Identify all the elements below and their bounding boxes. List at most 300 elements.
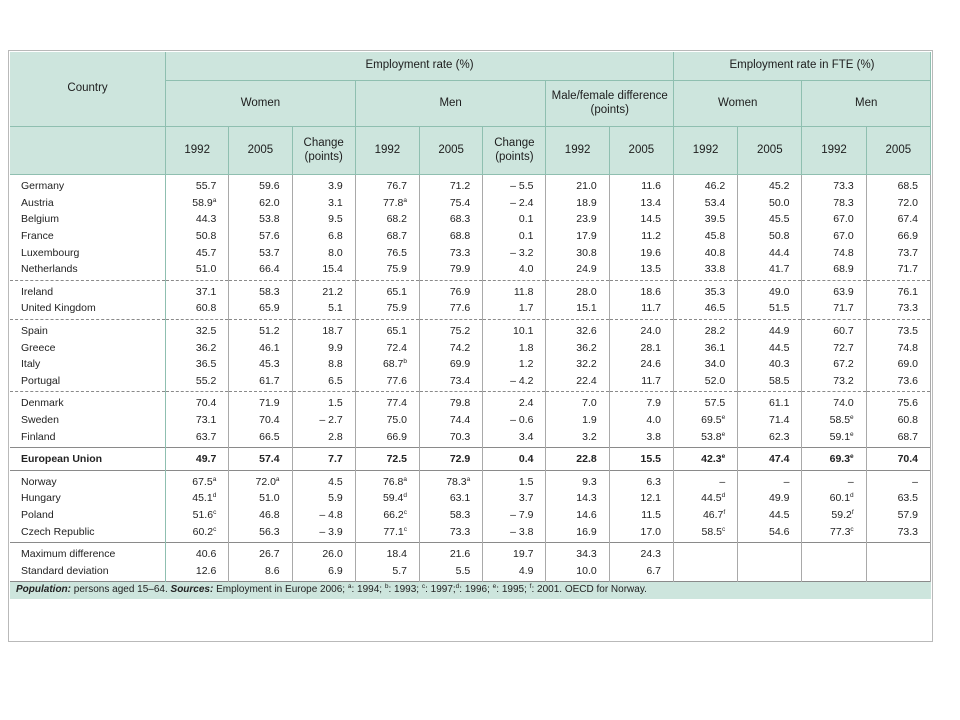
value-cell: – 3.9 — [292, 523, 355, 542]
table-row — [10, 280, 931, 300]
footnote-marker: a — [403, 196, 408, 204]
table-row — [10, 175, 931, 195]
value-cell: 40.8 — [673, 244, 737, 261]
value-cell: 71.2 — [420, 175, 483, 195]
header-men: Men — [355, 81, 546, 127]
row-group — [10, 392, 931, 448]
value-cell: 0.4 — [483, 447, 546, 470]
value-cell: 49.9 — [738, 490, 802, 507]
value-cell: 2.8 — [292, 428, 355, 447]
value-cell: 3.8 — [609, 428, 673, 447]
value-cell: 14.3 — [546, 490, 609, 507]
value-cell: 63.5 — [866, 490, 930, 507]
value-cell: 77.4 — [355, 392, 419, 412]
header-blank — [10, 127, 166, 175]
value-cell: 62.0 — [229, 195, 292, 212]
value-cell: 28.0 — [546, 280, 609, 300]
value-cell: 70.3 — [420, 428, 483, 447]
value-cell: 33.8 — [673, 261, 737, 280]
value-cell: 68.7$^b$ — [355, 356, 419, 373]
value-cell: 5.9 — [292, 490, 355, 507]
value-cell: 63.1 — [420, 490, 483, 507]
value-cell: – 7.9 — [483, 507, 546, 524]
value-cell: 4.5 — [292, 470, 355, 490]
value-cell: 68.2 — [355, 211, 419, 228]
value-cell: 44.5 — [738, 339, 802, 356]
value-cell: 9.5 — [292, 211, 355, 228]
value-cell: 3.9 — [292, 175, 355, 195]
row-group — [10, 542, 931, 581]
footnote-marker: c — [213, 508, 217, 516]
value-cell: 4.0 — [483, 261, 546, 280]
header-employment-fte: Employment rate in FTE (%) — [673, 52, 930, 81]
value-cell: 73.6 — [866, 373, 930, 392]
value-cell — [738, 562, 802, 581]
table-row — [10, 490, 931, 507]
value-cell: 51.5 — [738, 300, 802, 319]
value-cell: 60.8 — [866, 412, 930, 429]
value-cell: 68.3 — [420, 211, 483, 228]
value-cell: 21.6 — [420, 542, 483, 562]
value-cell: 75.9 — [355, 261, 419, 280]
value-cell: 72.9 — [420, 447, 483, 470]
value-cell: – — [866, 470, 930, 490]
value-cell: 6.9 — [292, 562, 355, 581]
value-cell: 18.4 — [355, 542, 419, 562]
value-cell: 61.7 — [229, 373, 292, 392]
value-cell: 70.4 — [229, 412, 292, 429]
header-year-1992: 1992 — [802, 127, 866, 175]
header-year-2005: 2005 — [738, 127, 802, 175]
value-cell: 77.6 — [355, 373, 419, 392]
value-cell: 3.7 — [483, 490, 546, 507]
value-cell: 18.6 — [609, 280, 673, 300]
header-year-2005: 2005 — [866, 127, 930, 175]
table-row — [10, 392, 931, 412]
value-cell: 66.9 — [866, 228, 930, 245]
table-row — [10, 428, 931, 447]
value-cell: 54.6 — [738, 523, 802, 542]
value-cell: 57.5 — [673, 392, 737, 412]
country-cell: Greece — [10, 339, 166, 356]
value-cell: 72.0$^a$ — [229, 470, 292, 490]
value-cell: 76.7 — [355, 175, 419, 195]
value-cell: 77.6 — [420, 300, 483, 319]
value-cell: 67.0 — [802, 228, 866, 245]
value-cell: 32.5 — [166, 319, 229, 339]
value-cell: 1.2 — [483, 356, 546, 373]
footnote-marker: e — [850, 414, 854, 422]
value-cell: 42.3e — [673, 447, 737, 470]
value-cell: 73.5 — [866, 319, 930, 339]
country-cell: Czech Republic — [10, 523, 166, 542]
value-cell: 50.0 — [738, 195, 802, 212]
value-cell: 13.4 — [609, 195, 673, 212]
value-cell: 58.5e — [802, 412, 866, 429]
header-change: Change (points) — [483, 127, 546, 175]
header-fte-women: Women — [673, 81, 801, 127]
footnote-marker: d — [403, 492, 408, 500]
row-group — [10, 470, 931, 542]
value-cell: 61.1 — [738, 392, 802, 412]
value-cell: – 4.2 — [483, 373, 546, 392]
value-cell: 21.0 — [546, 175, 609, 195]
value-cell: 73.3 — [866, 300, 930, 319]
value-cell: 51.0 — [229, 490, 292, 507]
footnote-marker: a — [466, 475, 471, 483]
country-cell: France — [10, 228, 166, 245]
table-row — [10, 244, 931, 261]
value-cell: 58.9$^a$ — [166, 195, 229, 212]
value-cell: 41.7 — [738, 261, 802, 280]
value-cell: 75.9 — [355, 300, 419, 319]
value-cell: 58.3 — [229, 280, 292, 300]
value-cell: 5.1 — [292, 300, 355, 319]
value-cell: 14.5 — [609, 211, 673, 228]
stats-row — [10, 542, 931, 562]
value-cell: 3.2 — [546, 428, 609, 447]
eu-row — [10, 447, 931, 470]
value-cell: 53.4 — [673, 195, 737, 212]
country-cell: Ireland — [10, 280, 166, 300]
value-cell: 76.8$^a$ — [355, 470, 419, 490]
value-cell: 26.0 — [292, 542, 355, 562]
value-cell: 45.7 — [166, 244, 229, 261]
header-year-1992: 1992 — [166, 127, 229, 175]
value-cell: 11.2 — [609, 228, 673, 245]
value-cell: 60.1$^d$ — [802, 490, 866, 507]
value-cell: 67.2 — [802, 356, 866, 373]
value-cell: 73.7 — [866, 244, 930, 261]
value-cell: 53.7 — [229, 244, 292, 261]
table-row — [10, 195, 931, 212]
value-cell: 46.1 — [229, 339, 292, 356]
value-cell: 8.0 — [292, 244, 355, 261]
footnote-marker: c — [721, 525, 726, 533]
value-cell: 36.2 — [546, 339, 609, 356]
value-cell: 30.8 — [546, 244, 609, 261]
value-cell: 24.6 — [609, 356, 673, 373]
table-row — [10, 319, 931, 339]
value-cell: 7.9 — [609, 392, 673, 412]
value-cell: 71.7 — [802, 300, 866, 319]
value-cell: 46.5 — [673, 300, 737, 319]
value-cell: 75.2 — [420, 319, 483, 339]
value-cell: 70.4 — [866, 447, 930, 470]
footnote-marker: e — [721, 430, 726, 438]
header-male-female-diff: Male/female difference (points) — [546, 81, 673, 127]
value-cell: 1.5 — [483, 470, 546, 490]
value-cell: 56.3 — [229, 523, 292, 542]
value-cell: – — [738, 470, 802, 490]
country-cell: Germany — [10, 175, 166, 195]
value-cell: 10.1 — [483, 319, 546, 339]
value-cell: 5.7 — [355, 562, 419, 581]
value-cell: 44.3 — [166, 211, 229, 228]
value-cell: 69.3e — [802, 447, 866, 470]
value-cell: 67.4 — [866, 211, 930, 228]
value-cell: 49.0 — [738, 280, 802, 300]
country-cell: Portugal — [10, 373, 166, 392]
country-cell: Netherlands — [10, 261, 166, 280]
footnote-marker: f — [723, 508, 726, 516]
value-cell: 73.2 — [802, 373, 866, 392]
country-cell: Luxembourg — [10, 244, 166, 261]
value-cell: 45.1$^d$ — [166, 490, 229, 507]
value-cell: 36.2 — [166, 339, 229, 356]
table-row — [10, 300, 931, 319]
country-cell: Sweden — [10, 412, 166, 429]
value-cell: 45.3 — [229, 356, 292, 373]
value-cell: 4.9 — [483, 562, 546, 581]
footnote-marker: b — [403, 358, 408, 366]
table-row — [10, 412, 931, 429]
value-cell: 32.2 — [546, 356, 609, 373]
value-cell: 72.7 — [802, 339, 866, 356]
footnote-marker: f — [851, 508, 854, 516]
value-cell: 32.6 — [546, 319, 609, 339]
value-cell: 71.7 — [866, 261, 930, 280]
value-cell: 59.2$^f$ — [802, 507, 866, 524]
value-cell: 73.3 — [866, 523, 930, 542]
value-cell: 77.3$^c$ — [802, 523, 866, 542]
value-cell: 69.0 — [866, 356, 930, 373]
value-cell: 44.5$^d$ — [673, 490, 737, 507]
country-cell: Maximum difference — [10, 542, 166, 562]
value-cell: 45.2 — [738, 175, 802, 195]
footnote-marker: e — [850, 430, 854, 438]
value-cell: 0.1 — [483, 211, 546, 228]
value-cell: 51.2 — [229, 319, 292, 339]
value-cell: 19.6 — [609, 244, 673, 261]
footnote-marker: a — [275, 475, 280, 483]
row-group — [10, 280, 931, 319]
employment-table — [10, 52, 931, 599]
value-cell: 8.6 — [229, 562, 292, 581]
value-cell: 51.0 — [166, 261, 229, 280]
value-cell: 62.3 — [738, 428, 802, 447]
header-fte-men: Men — [802, 81, 931, 127]
value-cell — [802, 562, 866, 581]
footnote-marker: a — [212, 475, 217, 483]
row-group — [10, 319, 931, 391]
country-cell: Hungary — [10, 490, 166, 507]
value-cell: 50.8 — [166, 228, 229, 245]
value-cell: – — [673, 470, 737, 490]
row-group — [10, 175, 931, 281]
stats-row — [10, 562, 931, 581]
value-cell: 78.3 — [802, 195, 866, 212]
value-cell: 76.1 — [866, 280, 930, 300]
value-cell: 51.6$^c$ — [166, 507, 229, 524]
country-cell: Poland — [10, 507, 166, 524]
table-row — [10, 211, 931, 228]
value-cell: 63.9 — [802, 280, 866, 300]
value-cell: 69.9 — [420, 356, 483, 373]
value-cell: 15.4 — [292, 261, 355, 280]
value-cell: 24.9 — [546, 261, 609, 280]
value-cell: 0.1 — [483, 228, 546, 245]
value-cell: 23.9 — [546, 211, 609, 228]
value-cell: 11.7 — [609, 373, 673, 392]
table-row — [10, 373, 931, 392]
value-cell: 3.1 — [292, 195, 355, 212]
header-employment-rate: Employment rate (%) — [166, 52, 674, 81]
value-cell: 46.2 — [673, 175, 737, 195]
value-cell: 6.5 — [292, 373, 355, 392]
value-cell — [802, 542, 866, 562]
footnote-marker: d — [721, 492, 726, 500]
value-cell: 2.4 — [483, 392, 546, 412]
value-cell: 6.3 — [609, 470, 673, 490]
value-cell: 57.6 — [229, 228, 292, 245]
value-cell: 11.6 — [609, 175, 673, 195]
value-cell: 40.6 — [166, 542, 229, 562]
value-cell: 53.8 — [229, 211, 292, 228]
value-cell: 77.8$^a$ — [355, 195, 419, 212]
value-cell: 45.8 — [673, 228, 737, 245]
value-cell — [673, 542, 737, 562]
value-cell: 28.2 — [673, 319, 737, 339]
value-cell: 78.3$^a$ — [420, 470, 483, 490]
value-cell: 19.7 — [483, 542, 546, 562]
value-cell: 72.4 — [355, 339, 419, 356]
value-cell: 66.5 — [229, 428, 292, 447]
header-year-1992: 1992 — [546, 127, 609, 175]
value-cell: 79.9 — [420, 261, 483, 280]
table-row — [10, 228, 931, 245]
value-cell: 34.0 — [673, 356, 737, 373]
table-row — [10, 339, 931, 356]
value-cell: 1.5 — [292, 392, 355, 412]
country-cell: Italy — [10, 356, 166, 373]
value-cell: 17.0 — [609, 523, 673, 542]
value-cell: 68.9 — [802, 261, 866, 280]
value-cell: 9.9 — [292, 339, 355, 356]
value-cell: 73.3 — [420, 244, 483, 261]
value-cell: 24.3 — [609, 542, 673, 562]
footnote-marker: c — [403, 508, 408, 516]
country-cell: Norway — [10, 470, 166, 490]
value-cell: 55.2 — [166, 373, 229, 392]
value-cell: 6.7 — [609, 562, 673, 581]
value-cell: 49.7 — [166, 447, 229, 470]
value-cell: 74.8 — [866, 339, 930, 356]
country-cell: Standard deviation — [10, 562, 166, 581]
value-cell: 67.0 — [802, 211, 866, 228]
value-cell: 21.2 — [292, 280, 355, 300]
footnote-marker: a — [212, 196, 217, 204]
value-cell: 65.1 — [355, 319, 419, 339]
value-cell: 76.5 — [355, 244, 419, 261]
value-cell — [673, 562, 737, 581]
value-cell: 4.0 — [609, 412, 673, 429]
value-cell: 7.0 — [546, 392, 609, 412]
value-cell: 66.9 — [355, 428, 419, 447]
value-cell: 63.7 — [166, 428, 229, 447]
value-cell: 12.1 — [609, 490, 673, 507]
value-cell: – — [802, 470, 866, 490]
value-cell: 74.4 — [420, 412, 483, 429]
value-cell: 1.8 — [483, 339, 546, 356]
value-cell: – 3.8 — [483, 523, 546, 542]
value-cell: – 0.6 — [483, 412, 546, 429]
value-cell: 11.8 — [483, 280, 546, 300]
value-cell: 22.4 — [546, 373, 609, 392]
value-cell: 34.3 — [546, 542, 609, 562]
value-cell: 8.8 — [292, 356, 355, 373]
value-cell: 72.0 — [866, 195, 930, 212]
value-cell: 74.0 — [802, 392, 866, 412]
value-cell: – 4.8 — [292, 507, 355, 524]
value-cell: 14.6 — [546, 507, 609, 524]
value-cell: 47.4 — [738, 447, 802, 470]
value-cell: 74.2 — [420, 339, 483, 356]
value-cell: 66.4 — [229, 261, 292, 280]
value-cell: 36.5 — [166, 356, 229, 373]
value-cell: 60.7 — [802, 319, 866, 339]
value-cell: 11.5 — [609, 507, 673, 524]
value-cell: 68.5 — [866, 175, 930, 195]
value-cell: – 2.4 — [483, 195, 546, 212]
value-cell: 75.4 — [420, 195, 483, 212]
value-cell: 28.1 — [609, 339, 673, 356]
value-cell: 17.9 — [546, 228, 609, 245]
value-cell: 79.8 — [420, 392, 483, 412]
value-cell: 68.7 — [355, 228, 419, 245]
country-cell: Spain — [10, 319, 166, 339]
footnote-marker: c — [403, 525, 408, 533]
value-cell: 15.1 — [546, 300, 609, 319]
value-cell: 77.1$^c$ — [355, 523, 419, 542]
value-cell: 9.3 — [546, 470, 609, 490]
value-cell: 16.9 — [546, 523, 609, 542]
value-cell: 50.8 — [738, 228, 802, 245]
header-women: Women — [166, 81, 356, 127]
value-cell: 74.8 — [802, 244, 866, 261]
value-cell: 59.6 — [229, 175, 292, 195]
table-row — [10, 470, 931, 490]
value-cell — [866, 562, 930, 581]
table-row — [10, 356, 931, 373]
value-cell: 75.6 — [866, 392, 930, 412]
value-cell: 13.5 — [609, 261, 673, 280]
country-cell: Finland — [10, 428, 166, 447]
table-row — [10, 523, 931, 542]
value-cell: 70.4 — [166, 392, 229, 412]
footnote-marker: e — [721, 414, 726, 422]
table-row — [10, 507, 931, 524]
value-cell: 59.4$^d$ — [355, 490, 419, 507]
value-cell: 52.0 — [673, 373, 737, 392]
value-cell: 53.8e — [673, 428, 737, 447]
value-cell: – 3.2 — [483, 244, 546, 261]
value-cell: 26.7 — [229, 542, 292, 562]
value-cell: 73.3 — [802, 175, 866, 195]
value-cell: 68.7 — [866, 428, 930, 447]
value-cell: 12.6 — [166, 562, 229, 581]
header-change: Change (points) — [292, 127, 355, 175]
value-cell: 3.4 — [483, 428, 546, 447]
value-cell: 71.9 — [229, 392, 292, 412]
value-cell: 6.8 — [292, 228, 355, 245]
value-cell: 75.0 — [355, 412, 419, 429]
value-cell: 59.1e — [802, 428, 866, 447]
value-cell: 40.3 — [738, 356, 802, 373]
header-year-2005: 2005 — [229, 127, 292, 175]
value-cell: 46.7$^f$ — [673, 507, 737, 524]
table-row — [10, 261, 931, 280]
